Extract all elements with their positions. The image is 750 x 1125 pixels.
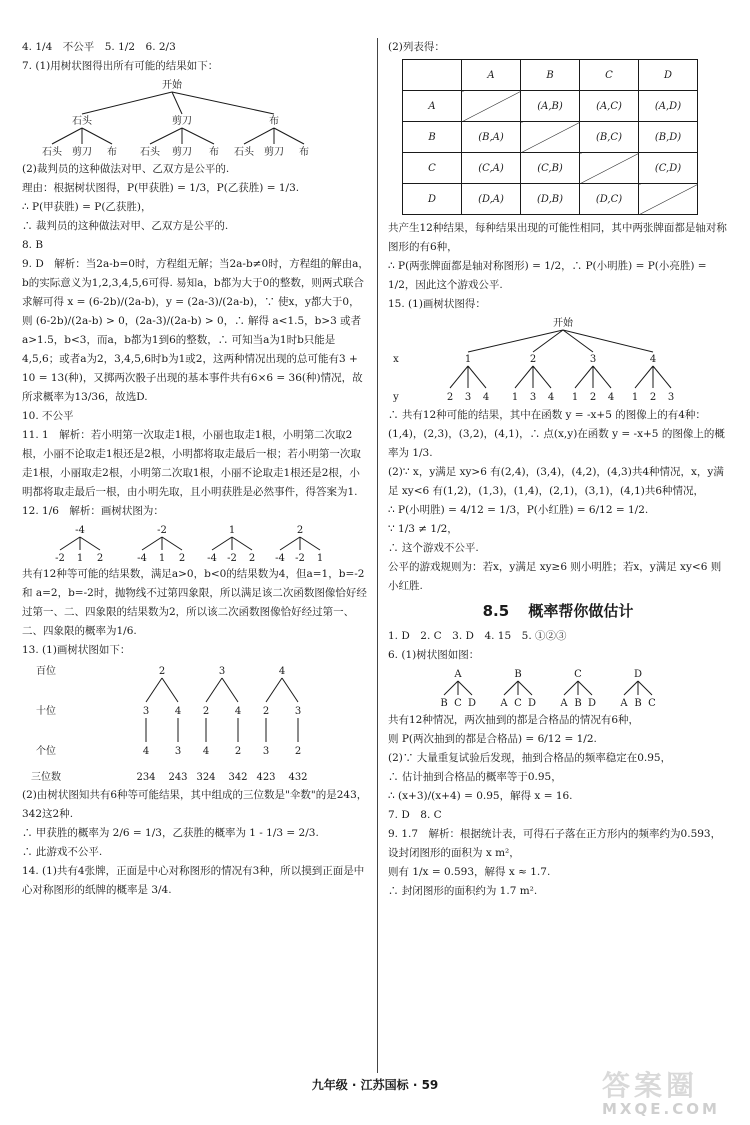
watermark-logo: 答案圈	[602, 1069, 699, 1102]
section-title: 概率帮你做估计	[528, 602, 634, 620]
table-cell	[462, 91, 521, 122]
tree13-units: 3	[262, 746, 270, 757]
tree15-y: 4	[547, 392, 555, 403]
q12-explanation: 共有12种等可能的结果数，满足a>0，b<0的结果数为4，但a=1，b=-2 和 a=2，b=-2时，抛物线不过第四象限，所以满足该二次函数图像恰好经过第一、二、四象限的结果数为2，所以该二次函数图像恰好经过第一、二、四象限的概率为1/6.	[22, 568, 367, 637]
tree13-number: 342	[228, 772, 248, 783]
tree6-leaf: B	[440, 698, 448, 709]
tree15-label-x: x	[393, 354, 399, 365]
q15-unfair: ∴ 这个游戏不公平.	[388, 542, 479, 554]
table-row	[403, 184, 698, 215]
tree6-root: D	[633, 669, 643, 680]
answer-8: 8. B	[22, 239, 44, 251]
answer-11: 11. 1 解析：若小明第一次取走1根，小丽也取走1根，小明第二次取2根，小丽不论取走1根还是2根，小明都将取走最后一根；若小明第一次取走1根，小丽取走2根，小明第二次取1根，小丽不论取走1根还是2根，小明都将取走最后一根，由小明先取，且小明获胜是必然事件，得答案为1.	[22, 429, 361, 498]
tree13-tens: 2	[262, 706, 270, 717]
tree13-number: 432	[288, 772, 308, 783]
tree6-root: C	[574, 669, 582, 680]
tree12-root: -2	[157, 525, 167, 536]
tree6-leaf: D	[467, 698, 477, 709]
tree7-l2: 石头	[140, 147, 160, 158]
q15-compare: ∵ 1/3 ≠ 1/2，	[388, 523, 458, 535]
tree15-y: 4	[607, 392, 615, 403]
answers-1-5: 1. D 2. C 3. D 4. 15 5. ①②③	[388, 630, 567, 642]
tree7-l2: 剪刀	[264, 147, 284, 158]
tree12-leaf: -2	[295, 553, 305, 563]
table-cell: (A,B)	[521, 91, 580, 122]
q7-intro: 7. (1)用树状图得出所有可能的结果如下：	[22, 60, 219, 72]
table-cell: B	[521, 60, 580, 91]
q7-reason: 理由：根据树状图得，P(甲获胜) = 1/3，P(乙获胜) = 1/3.	[22, 182, 300, 194]
table-header-row	[403, 60, 698, 91]
tree12-leaf: 2	[248, 553, 256, 563]
table-cell: A	[403, 91, 462, 122]
tree12-leaf: 1	[316, 553, 324, 563]
tree15-y: 3	[667, 392, 675, 403]
tree13-hundreds: 3	[218, 666, 226, 677]
tree12-leaf: -2	[55, 553, 65, 563]
tree13-units: 3	[174, 746, 182, 757]
tree13-number: 324	[196, 772, 216, 783]
table-cell: (B,C)	[580, 122, 639, 153]
tree15-y: 1	[571, 392, 579, 403]
table-cell: D	[403, 184, 462, 215]
tree13-number: 423	[256, 772, 276, 783]
tree6-leaf: B	[574, 698, 582, 709]
tree-diagram-q7	[22, 78, 322, 158]
table-cell	[403, 60, 462, 91]
q6-intro: 6. (1)树状图如图：	[388, 649, 480, 661]
tree12-leaf: -2	[227, 553, 237, 563]
tree6-leaf: D	[527, 698, 537, 709]
table-cell: (C,A)	[462, 153, 521, 184]
tree7-l2: 石头	[42, 147, 62, 158]
left-column	[22, 38, 370, 900]
tree13-number: 243	[168, 772, 188, 783]
table-cell: (D,C)	[580, 184, 639, 215]
tree12-root: 1	[228, 525, 236, 536]
right-column	[388, 38, 728, 901]
page-footer: 九年级 · 江苏国标 · 59	[311, 1078, 439, 1092]
q7-conclusion: ∴ 裁判员的这种做法对甲、乙双方是公平的.	[22, 220, 229, 232]
tree12-leaf: 1	[76, 553, 84, 563]
q15-intro: 15. (1)画树状图得：	[388, 298, 486, 310]
tree13-hundreds: 4	[278, 666, 286, 677]
tree13-tens: 4	[234, 706, 242, 717]
tree13-units: 4	[142, 746, 150, 757]
tree12-root: 2	[296, 525, 304, 536]
tree7-l2: 布	[209, 147, 219, 158]
tree15-y: 2	[589, 392, 597, 403]
tree13-label-hundreds: 百位	[36, 666, 56, 677]
tree7-l2: 剪刀	[72, 147, 92, 158]
q13-conclusion: ∴ 此游戏不公平.	[22, 846, 103, 858]
tree13-label-tens: 十位	[36, 706, 56, 717]
outcome-table	[402, 59, 698, 215]
tree6-leaf: A	[500, 698, 508, 709]
tree15-y: 1	[511, 392, 519, 403]
tree6-leaf: C	[648, 698, 656, 709]
answers-4-6: 4. 1/4 不公平 5. 1/2 6. 2/3	[22, 41, 176, 53]
q9-equation: 则有 1/x = 0.593，解得 x ≈ 1.7.	[388, 866, 551, 878]
tree13-hundreds: 2	[158, 666, 166, 677]
table-cell	[580, 153, 639, 184]
tree15-x: 3	[589, 354, 597, 365]
watermark-url: MXQE.COM	[602, 1100, 720, 1118]
q15-probabilities: ∴ P(小明胜) = 4/12 = 1/3，P(小红胜) = 6/12 = 1/2.	[388, 504, 649, 516]
table-row	[403, 153, 698, 184]
q6-solve: ∴ (x+3)/(x+4) = 0.95，解得 x = 16.	[388, 790, 573, 802]
tree-diagram-q6	[388, 667, 688, 709]
tree13-tens: 2	[202, 706, 210, 717]
tree12-leaf: 2	[96, 553, 104, 563]
tree6-root: A	[454, 669, 462, 680]
tree15-y: 2	[649, 392, 657, 403]
table-cell: D	[639, 60, 698, 91]
q14-conclusion: ∴ P(两张牌面都是轴对称图形) = 1/2，∴ P(小明胜) = P(小亮胜) = 1/2，因此这个游戏公平.	[388, 260, 707, 291]
table-cell: (C,B)	[521, 153, 580, 184]
q15-fair-rule: 公平的游戏规则为：若x，y满足 xy≥6 则小明胜；若x，y满足 xy<6 则小红胜.	[388, 561, 722, 592]
q15-part2: (2)∵ x，y满足 xy>6 有(2,4)，(3,4)，(4,2)，(4,3)共4种情况，x，y满足 xy<6 有(1,2)，(1,3)，(1,4)，(2,1)，(3,1)，(4,1)共6种情况，	[388, 466, 724, 497]
q7-part2: (2)裁判员的这种做法对甲、乙双方是公平的.	[22, 163, 230, 175]
q7-equal: ∴ P(甲获胜) = P(乙获胜)，	[22, 201, 152, 213]
answer-10: 10. 不公平	[22, 410, 74, 422]
table-cell	[521, 122, 580, 153]
table-cell: (B,D)	[639, 122, 698, 153]
table-row	[403, 122, 698, 153]
q9-conclusion: ∴ 封闭图形的面积约为 1.7 m².	[388, 885, 538, 897]
tree13-number: 234	[136, 772, 156, 783]
tree6-root: B	[514, 669, 522, 680]
tree15-x: 2	[529, 354, 537, 365]
table-cell: B	[403, 122, 462, 153]
tree7-l2: 布	[107, 147, 117, 158]
answers-7-8: 7. D 8. C	[388, 809, 442, 821]
table-cell: (C,D)	[639, 153, 698, 184]
tree15-x: 4	[649, 354, 657, 365]
table-cell	[639, 184, 698, 215]
table-cell: A	[462, 60, 521, 91]
tree15-y: 3	[529, 392, 537, 403]
q13-part2: (2)由树状图知共有6种等可能结果，其中组成的三位数是"伞数"的是243，342这2种.	[22, 789, 368, 820]
tree7-l1: 布	[269, 116, 279, 127]
q15-result: ∴ 共有12种可能的结果，其中在函数 y = -x+5 的图像上的有4种：(1,4)，(2,3)，(3,2)，(4,1)，∴ 点(x,y)在函数 y = -x+5 的图像上的概率为 1/3.	[388, 409, 725, 459]
answer-14: 14. (1)共有4张牌，正面是中心对称图形的情况有3种，所以摸到正面是中心对称图形的纸牌的概率是 3/4.	[22, 865, 365, 896]
tree12-leaf: 2	[178, 553, 186, 563]
tree13-tens: 4	[174, 706, 182, 717]
tree15-y: 3	[464, 392, 472, 403]
tree15-label-y: y	[393, 392, 399, 403]
tree12-leaf: -4	[275, 553, 285, 563]
table-cell: (D,A)	[462, 184, 521, 215]
answer-12: 12. 1/6 解析：画树状图为：	[22, 505, 164, 517]
tree13-tens: 3	[294, 706, 302, 717]
section-number: 8.5	[482, 602, 510, 620]
q14-result: 共产生12种结果，每种结果出现的可能性相同，其中两张牌面都是轴对称图形的有6种，	[388, 222, 727, 253]
tree13-label-number: 三位数	[31, 772, 61, 783]
q6-estimate: ∴ 估计抽到合格品的概率等于0.95，	[388, 771, 562, 783]
tree7-root: 开始	[162, 80, 182, 91]
tree-diagram-q15	[388, 316, 718, 404]
q14-part2-intro: (2)列表得：	[388, 41, 445, 53]
tree13-units: 4	[202, 746, 210, 757]
table-cell: (B,A)	[462, 122, 521, 153]
tree15-y: 1	[631, 392, 639, 403]
tree15-x: 1	[464, 354, 472, 365]
tree13-tens: 3	[142, 706, 150, 717]
answer-9: 9. D 解析：当2a-b=0时，方程组无解；当2a-b≠0时，方程组的解由a，b的实际意义为1,2,3,4,5,6可得. 易知a，b都为大于0的整数，则两式联合求解可得 x = (6-2b)/(2a-b)，y = (2a-3)/(2a-b)，∵ 使x，y都大于0，则 (6-2b)/(2a-b) > 0，(2a-3)/(2a-b) > 0，∴ 解得 a<1.5，b>3 或者 a>1.5，b<3，而a，b都为1到6的整数，∴ 可知当a为1时b只能是4,5,6；或者a为2，3,4,5,6时b为1或2，这两种情况出现的总可能有3 + 10 = 13(种)，又掷两次骰子出现的基本事件共有6×6 = 36(种)情况，故所求概率为13/36，故选D.	[22, 258, 369, 403]
tree6-leaf: A	[620, 698, 628, 709]
watermark	[602, 1064, 742, 1122]
q13-intro: 13. (1)画树状图如下：	[22, 644, 131, 656]
q6-part2: (2)∵ 大量重复试验后发现，抽到合格品的频率稳定在0.95，	[388, 752, 672, 764]
table-cell: C	[580, 60, 639, 91]
answer-9-right: 9. 1.7 解析：根据统计表，可得石子落在正方形内的频率约为0.593，设封闭图形的面积为 x m²，	[388, 828, 722, 859]
q13-probability: ∴ 甲获胜的概率为 2/6 = 1/3，乙获胜的概率为 1 - 1/3 = 2/3.	[22, 827, 319, 839]
tree12-leaf: -4	[137, 553, 147, 563]
tree12-leaf: -4	[207, 553, 217, 563]
tree7-l1: 石头	[72, 116, 92, 127]
tree6-leaf: C	[454, 698, 462, 709]
section-heading	[388, 602, 728, 621]
table-cell: (A,C)	[580, 91, 639, 122]
q6-probability: 则 P(两次抽到的都是合格品) = 6/12 = 1/2.	[388, 733, 597, 745]
tree13-units: 2	[294, 746, 302, 757]
tree15-root: 开始	[553, 318, 573, 329]
q6-count: 共有12种情况，两次抽到的都是合格品的情况有6种，	[388, 714, 640, 726]
table-cell: (A,D)	[639, 91, 698, 122]
tree6-leaf: B	[634, 698, 642, 709]
tree7-l2: 石头	[234, 147, 254, 158]
column-divider	[377, 38, 378, 1073]
tree6-leaf: C	[514, 698, 522, 709]
table-row	[403, 91, 698, 122]
tree6-leaf: D	[587, 698, 597, 709]
tree7-l1: 剪刀	[172, 116, 192, 127]
tree12-root: -4	[75, 525, 85, 536]
tree12-leaf: 1	[158, 553, 166, 563]
tree15-y: 2	[446, 392, 454, 403]
tree-diagram-q13	[22, 662, 352, 784]
table-cell: (D,B)	[521, 184, 580, 215]
tree-diagram-q12	[22, 523, 352, 563]
tree7-l2: 剪刀	[172, 147, 192, 158]
tree15-y: 4	[482, 392, 490, 403]
tree13-label-units: 个位	[36, 746, 56, 757]
tree7-l2: 布	[299, 147, 309, 158]
tree6-leaf: A	[560, 698, 568, 709]
table-cell: C	[403, 153, 462, 184]
tree13-units: 2	[234, 746, 242, 757]
